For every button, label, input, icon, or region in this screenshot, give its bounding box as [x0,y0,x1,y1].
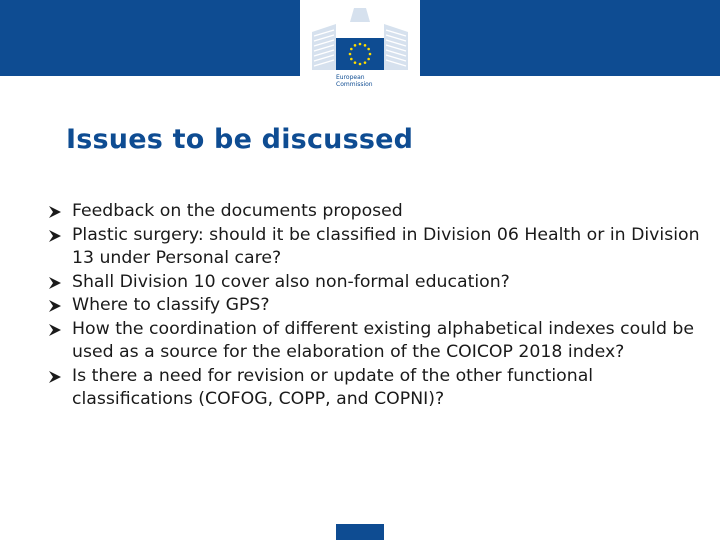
bullet-item [48,224,708,271]
arrow-bullet-icon [48,370,62,384]
eu-star-icon [367,48,370,51]
logo-line-2: Commission [336,81,373,88]
bullet-item [48,271,708,295]
eu-star-icon [349,53,352,56]
bullet-text: Plastic surgery: should it be classified in Division 06 Health or in Division 13 under Personal care? [72,224,700,268]
arrow-bullet-icon [48,276,62,290]
bullet-item [48,365,708,412]
eu-star-icon [367,58,370,61]
eu-star-icon [364,61,367,64]
slide-title: Issues to be discussed [66,124,414,155]
bullet-text: Shall Division 10 cover also non-formal education? [72,271,510,292]
european-commission-logo [300,0,420,100]
eu-star-icon [359,43,362,46]
bullet-list [48,200,708,412]
eu-star-icon [364,44,367,47]
arrow-bullet-icon [48,205,62,219]
bullet-item [48,294,708,318]
bullet-item [48,200,708,224]
eu-star-icon [369,53,372,56]
logo-line-1: European [336,74,365,81]
arrow-bullet-icon [48,299,62,313]
eu-star-icon [354,44,357,47]
bullet-item [48,318,708,365]
bullet-text: How the coordination of different existing alphabetical indexes could be used as a source for the elaboration of the COICOP 2018 index? [72,318,695,362]
eu-star-icon [354,61,357,64]
bullet-text: Feedback on the documents proposed [72,201,403,221]
eu-star-icon [350,58,353,61]
arrow-bullet-icon [48,323,62,337]
eu-star-icon [350,48,353,51]
bullet-text: Where to classify GPS? [72,295,270,315]
eu-star-icon [359,63,362,66]
logo-text [336,74,373,88]
bullet-text: Is there a need for revision or update of the other functional classifications (COFOG, COPP, and COPNI)? [72,365,594,409]
eu-flag-stars-icon [336,38,384,70]
arrow-bullet-icon [48,229,62,243]
footer-bar [336,524,384,540]
